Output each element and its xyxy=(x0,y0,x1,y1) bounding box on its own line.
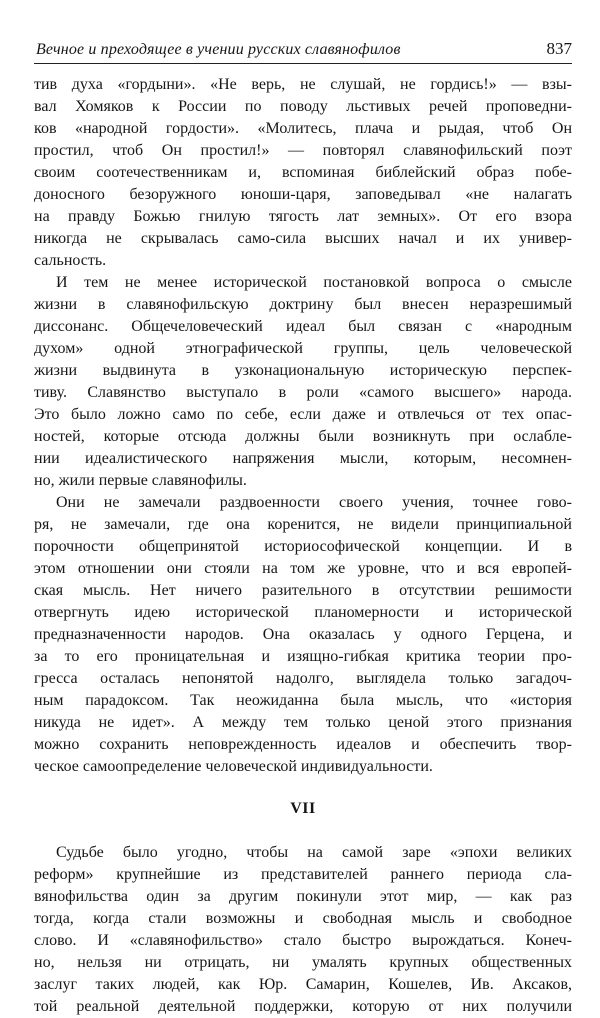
text-line: тогда, когда стали возможны и свободная мысль и свободное xyxy=(34,910,572,927)
text-line: диссонанс. Общечеловеческий идеал был связан с «народным xyxy=(34,318,572,335)
text-line: Это было ложно само по себе, если даже и отвлечься от тех опас- xyxy=(34,406,572,423)
text-line: той реальной деятельной поддержки, которую от них получили xyxy=(34,998,572,1015)
page-number: 837 xyxy=(546,39,572,58)
running-title: Вечное и преходящее в учении русских славянофилов xyxy=(36,41,401,58)
text-line: жизни выдвинута в узконациональную историческую перспек- xyxy=(34,362,572,379)
text-line: вал Хомяков к России по поводу льстивых речей проповедни- xyxy=(34,98,572,115)
text-line: ностей, которые отсюда должны были возникнуть при ослабле- xyxy=(34,428,572,445)
text-line: гресса осталась непонятой надолго, выглядела только загадоч- xyxy=(34,670,572,687)
text-line: доносного безоружного юноши-царя, заповедывал «не налагать xyxy=(34,186,572,203)
paragraph-4 xyxy=(34,842,572,1018)
text-line: на правду Божью гнилую тягость лат земных». От его взора xyxy=(34,208,572,225)
text-line: заслуг таких людей, как Юр. Самарин, Кошелев, Ив. Аксаков, xyxy=(34,976,572,993)
text-line: этом отношении они стояли на том же уровне, что и вся европей- xyxy=(34,560,572,577)
text-line: своим соотечественникам и, вспоминая библейский образ побе- xyxy=(34,164,572,181)
text-line: за то его проницательная и изящно-гибкая критика теории про- xyxy=(34,648,572,665)
text-line: ков «народной гордости». «Молитесь, плача и рыдая, чтоб Он xyxy=(34,120,572,137)
text-line: Судьбе было угодно, чтобы на самой заре «эпохи великих xyxy=(56,844,572,861)
body-text xyxy=(34,74,572,1018)
text-line: жизни в славянофильскую доктрину был внесен неразрешимый xyxy=(34,296,572,313)
text-line: ская мысль. Нет ничего разительного в отсутствии решимости xyxy=(34,582,572,599)
paragraph-1 xyxy=(34,74,572,272)
text-line: тиву. Славянство выступало в роли «самого высшего» народа. xyxy=(34,384,572,401)
text-line: ным парадоксом. Так неожиданна была мысль, что «история xyxy=(34,692,572,709)
text-line: никогда не скрывалась само-сила высших начал и их универ- xyxy=(34,230,572,247)
text-line: но, жили первые славянофилы. xyxy=(34,472,247,489)
paragraph-2 xyxy=(34,272,572,492)
text-line: вянофильства один за другим покинули этот мир, — как раз xyxy=(34,888,572,905)
text-line: И тем не менее исторической постановкой вопроса о смысле xyxy=(56,274,572,291)
text-line: порочности общепринятой историософической концепции. И в xyxy=(34,538,572,555)
text-line: реформ» крупнейшие из представителей раннего периода сла- xyxy=(34,866,572,883)
text-line: ря, не замечали, где она коренится, не видели принципиальной xyxy=(34,516,572,533)
running-header xyxy=(34,35,572,64)
text-line: ческое самоопределение человеческой индивидуальности. xyxy=(34,758,433,775)
paragraph-3 xyxy=(34,492,572,778)
text-line: можно сохранить неповрежденность идеалов и обеспечить твор- xyxy=(34,736,572,753)
section-heading: VII xyxy=(290,800,316,817)
text-line: но, нельзя ни отрицать, ни умалять крупных общественных xyxy=(34,954,572,971)
text-line: сальность. xyxy=(34,252,107,269)
text-line: нии идеалистического напряжения мысли, которым, несомнен- xyxy=(34,450,572,467)
text-line: отвергнуть идею исторической планомерности и исторической xyxy=(34,604,572,621)
book-page xyxy=(34,0,572,1015)
text-line: слово. И «славянофильство» стало быстро вырождаться. Конеч- xyxy=(34,932,572,949)
text-line: тив духа «гордыни». «Не верь, не слушай, не гордись!» — взы- xyxy=(34,76,572,93)
text-line: Они не замечали раздвоенности своего учения, точнее гово- xyxy=(56,494,572,511)
text-line: духом» одной этнографической группы, цель человеческой xyxy=(34,340,572,357)
text-line: простил, чтоб Он простил!» — повторял славянофильский поэт xyxy=(34,142,572,159)
text-line: никуда не идет». А между тем только ценой этого признания xyxy=(34,714,572,731)
text-line: предназначенности народов. Она оказалась у одного Герцена, и xyxy=(34,626,572,643)
